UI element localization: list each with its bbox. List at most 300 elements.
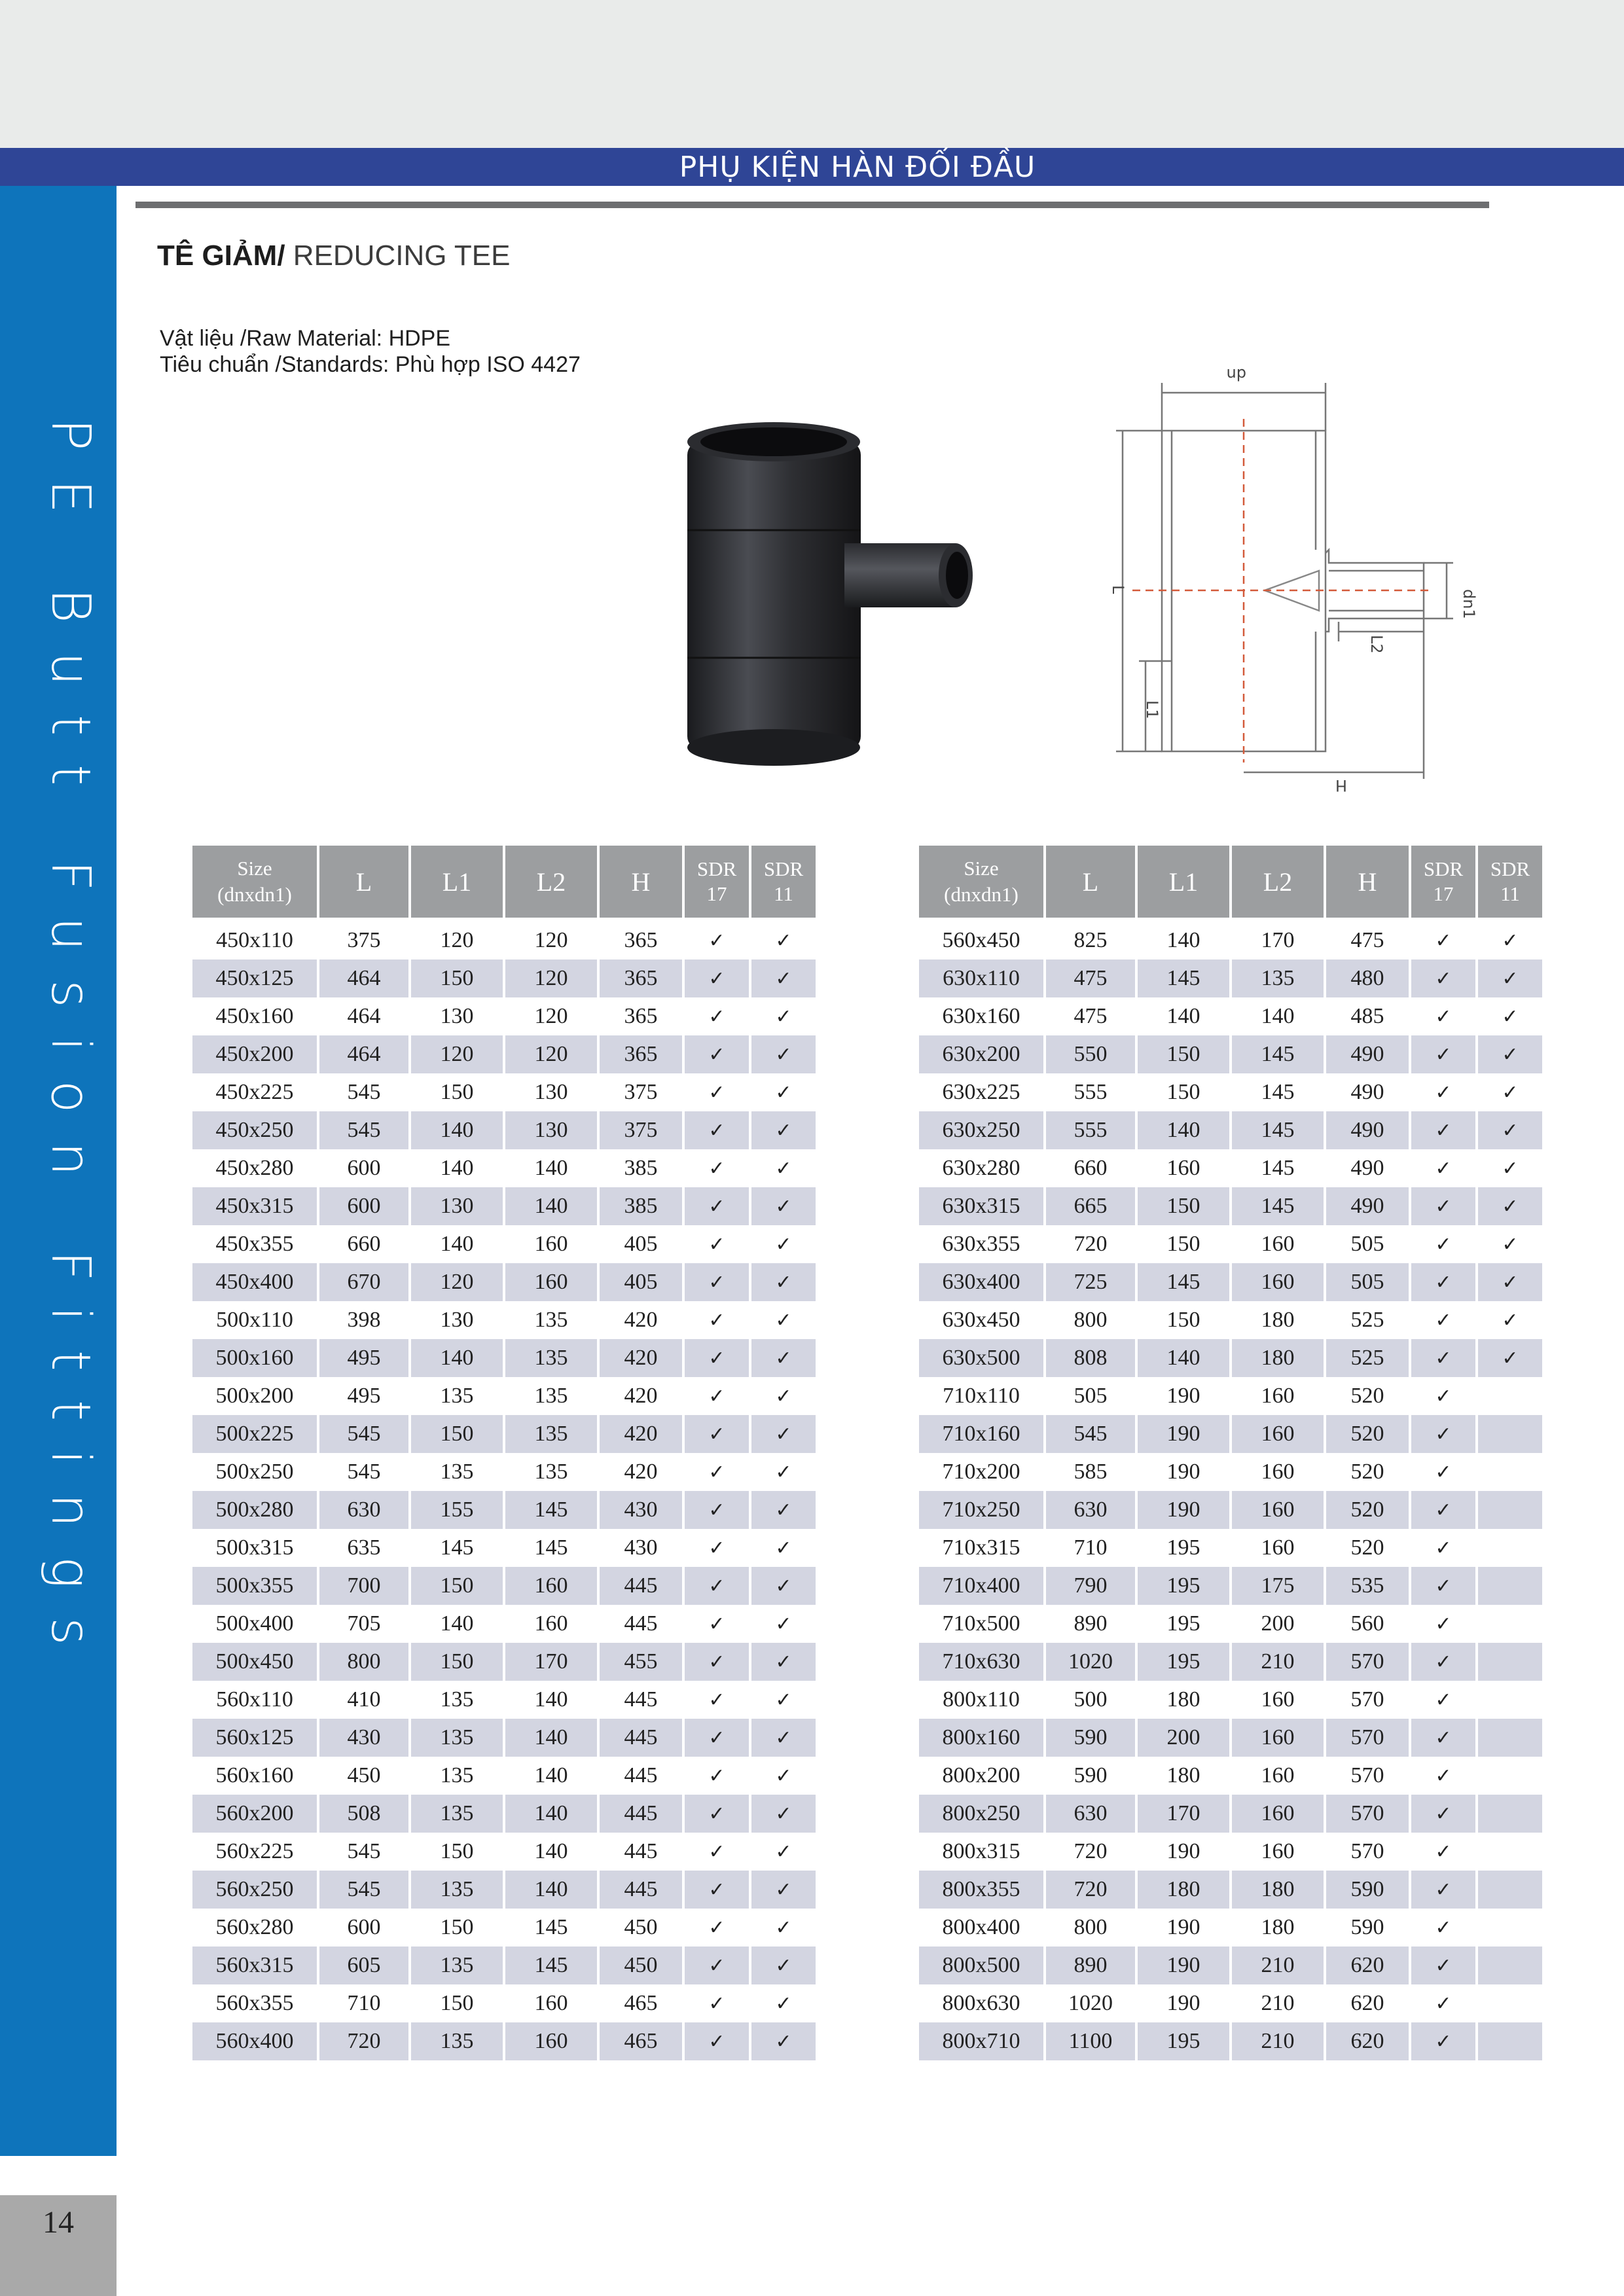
cell-L2: 145: [505, 1946, 597, 1984]
table-row: [192, 1225, 816, 1263]
cell-size: 450x110: [216, 928, 293, 952]
cell-H: 570: [1326, 1719, 1409, 1757]
cell-H: 590: [1326, 1871, 1409, 1909]
cell-L2: 130: [534, 1080, 568, 1104]
cell-sdr11: ✓: [751, 1035, 816, 1073]
table-row: [919, 1757, 1542, 1795]
cell-size: 450x250: [192, 1111, 317, 1149]
cell-sdr11: [1478, 1833, 1542, 1871]
cell-L2: 210: [1232, 2022, 1324, 2060]
cell-size: 800x630: [942, 1991, 1020, 2015]
cell-H: 445: [624, 1687, 658, 1712]
cell-sdr11: [1478, 1719, 1542, 1757]
header-H: H: [1326, 846, 1409, 922]
cell-sdr17: ✓: [1411, 1643, 1475, 1681]
cell-L: 630: [1046, 1491, 1135, 1529]
header-L: L: [319, 846, 408, 922]
cell-L2: 160: [1232, 1795, 1324, 1833]
cell-sdr17: ✓: [1411, 1795, 1475, 1833]
cell-L: 495: [319, 1339, 408, 1377]
cell-size: 560x315: [192, 1946, 317, 1984]
cell-sdr17: ✓: [1411, 1339, 1475, 1377]
cell-sdr11: ✓: [775, 1081, 792, 1104]
cell-sdr17: ✓: [708, 929, 725, 952]
cell-sdr17: ✓: [685, 1415, 749, 1453]
cell-sdr11: [1478, 2022, 1542, 2060]
cell-size: 800x110: [943, 1687, 1020, 1712]
cell-sdr11: ✓: [775, 1688, 792, 1712]
cell-L: 630: [319, 1491, 408, 1529]
cell-sdr17: ✓: [685, 1795, 749, 1833]
cell-H: 475: [1350, 928, 1384, 952]
table-row: [192, 2022, 816, 2060]
cell-size: 450x160: [215, 1004, 294, 1028]
cell-L1: 140: [1166, 1004, 1200, 1028]
cell-sdr17: ✓: [685, 1946, 749, 1984]
cell-sdr17: ✓: [708, 1232, 725, 1256]
table-row: [192, 1035, 816, 1073]
table-row: [919, 1301, 1542, 1339]
cell-sdr17: ✓: [1435, 1157, 1452, 1180]
cell-L1: 190: [1138, 1491, 1229, 1529]
cell-size: 630x200: [919, 1035, 1043, 1073]
cell-H: 570: [1326, 1795, 1409, 1833]
cell-sdr17: ✓: [1411, 1719, 1475, 1757]
cell-L: 890: [1046, 1946, 1135, 1984]
cell-H: 445: [624, 1839, 658, 1863]
header-size: Size (dnxdn1): [192, 846, 317, 922]
header-L1: L1: [1138, 846, 1229, 922]
cell-sdr11: [1478, 1871, 1542, 1909]
cell-H: 445: [624, 1763, 658, 1787]
header-sdr11: SDR 11: [1478, 846, 1542, 922]
cell-H: 570: [1350, 1763, 1384, 1787]
cell-L2: 160: [505, 1263, 597, 1301]
header-sdr17: SDR 17: [1411, 846, 1475, 922]
cell-L2: 140: [1261, 1004, 1295, 1028]
cell-sdr11: ✓: [775, 1384, 792, 1408]
cell-L2: 120: [505, 1035, 597, 1073]
cell-H: 490: [1350, 1080, 1384, 1104]
cell-L2: 140: [505, 1719, 597, 1757]
cell-L: 545: [347, 1460, 381, 1484]
cell-H: 520: [1326, 1491, 1409, 1529]
cell-size: 560x280: [215, 1915, 294, 1939]
cell-L1: 150: [440, 1915, 474, 1939]
cell-H: 505: [1326, 1263, 1409, 1301]
cell-L1: 160: [1166, 1156, 1200, 1180]
cell-L2: 180: [1232, 1871, 1324, 1909]
cell-L: 600: [347, 1915, 381, 1939]
cell-L2: 140: [534, 1839, 568, 1863]
cell-L: 410: [347, 1687, 381, 1712]
cell-L1: 150: [440, 1080, 474, 1104]
cell-H: 430: [600, 1491, 682, 1529]
cell-sdr17: ✓: [708, 1157, 725, 1180]
cell-size: 560x225: [215, 1839, 294, 1863]
header-L1: L1: [411, 846, 503, 922]
cell-sdr17: ✓: [1411, 1567, 1475, 1605]
cell-L2: 160: [534, 1232, 568, 1256]
cell-L: 555: [1046, 1111, 1135, 1149]
header-sdr17: SDR 17: [685, 846, 749, 922]
cell-L: 495: [347, 1384, 381, 1408]
cell-sdr17: ✓: [1411, 2022, 1475, 2060]
cell-size: 710x250: [919, 1491, 1043, 1529]
cell-sdr11: ✓: [751, 1719, 816, 1757]
cell-L: 660: [1074, 1156, 1108, 1180]
cell-sdr17: ✓: [708, 1460, 725, 1484]
cell-size: 500x225: [192, 1415, 317, 1453]
cell-sdr17: ✓: [1435, 1081, 1452, 1104]
cell-H: 490: [1326, 1111, 1409, 1149]
cell-L1: 135: [440, 1687, 474, 1712]
cell-sdr11: ✓: [1502, 1005, 1519, 1028]
table-row: [919, 1643, 1542, 1681]
cell-sdr17: ✓: [1435, 1688, 1452, 1712]
cell-L: 545: [347, 1080, 381, 1104]
dimension-table-left: [190, 846, 818, 2060]
cell-L1: 130: [440, 1308, 474, 1332]
cell-L2: 145: [1232, 1035, 1324, 1073]
cell-sdr11: ✓: [751, 1339, 816, 1377]
cell-size: 450x400: [192, 1263, 317, 1301]
cell-L2: 160: [505, 1567, 597, 1605]
table-row: [919, 1946, 1542, 1984]
cell-L2: 135: [505, 1339, 597, 1377]
cell-size: 630x400: [919, 1263, 1043, 1301]
cell-L1: 150: [1166, 1080, 1200, 1104]
cell-H: 445: [600, 1719, 682, 1757]
cell-L: 555: [1074, 1080, 1108, 1104]
cell-L2: 160: [1261, 1460, 1295, 1484]
cell-L: 710: [347, 1991, 381, 2015]
cell-L: 670: [319, 1263, 408, 1301]
table-row: [192, 1605, 816, 1643]
cell-sdr11: ✓: [751, 1415, 816, 1453]
cell-sdr17: ✓: [1411, 1491, 1475, 1529]
cell-sdr11: ✓: [1502, 929, 1519, 952]
cell-L1: 190: [1166, 1384, 1200, 1408]
table-row: [192, 960, 816, 997]
cell-L: 464: [319, 960, 408, 997]
cell-sdr11: ✓: [751, 1263, 816, 1301]
cell-L1: 150: [1138, 1187, 1229, 1225]
header-size: Size (dnxdn1): [919, 846, 1043, 922]
cell-L2: 145: [1261, 1156, 1295, 1180]
cell-sdr17: ✓: [1411, 960, 1475, 997]
cell-size: 710x160: [919, 1415, 1043, 1453]
cell-sdr11: ✓: [1478, 1111, 1542, 1149]
cell-L1: 180: [1166, 1763, 1200, 1787]
cell-size: 800x710: [919, 2022, 1043, 2060]
cell-L: 635: [347, 1535, 381, 1560]
cell-sdr11: ✓: [775, 929, 792, 952]
cell-sdr17: ✓: [685, 1339, 749, 1377]
cell-L: 790: [1046, 1567, 1135, 1605]
cell-sdr11: [1478, 1757, 1542, 1795]
cell-size: 560x160: [215, 1763, 294, 1787]
cell-L: 464: [319, 1035, 408, 1073]
cell-sdr17: ✓: [708, 1916, 725, 1939]
cell-H: 490: [1350, 1156, 1384, 1180]
cell-L2: 120: [505, 960, 597, 997]
cell-sdr17: ✓: [1411, 1187, 1475, 1225]
cell-sdr17: ✓: [1411, 1111, 1475, 1149]
cell-sdr11: ✓: [751, 960, 816, 997]
cell-L1: 150: [1166, 1232, 1200, 1256]
cell-H: 535: [1326, 1567, 1409, 1605]
cell-H: 430: [624, 1535, 658, 1560]
table-row: [919, 2022, 1542, 2060]
cell-sdr11: [1478, 1795, 1542, 1833]
cell-L2: 180: [1261, 1308, 1295, 1332]
cell-L2: 135: [505, 1415, 597, 1453]
cell-sdr11: ✓: [775, 1992, 792, 2015]
table-row: [919, 1605, 1542, 1643]
cell-sdr11: ✓: [1478, 1263, 1542, 1301]
tee-body: [687, 442, 861, 749]
cell-size: 450x280: [215, 1156, 294, 1180]
cell-H: 490: [1326, 1035, 1409, 1073]
cell-sdr11: ✓: [775, 1840, 792, 1863]
cell-L1: 150: [411, 1643, 503, 1681]
cell-L2: 200: [1261, 1611, 1295, 1636]
cell-L: 800: [1074, 1308, 1108, 1332]
cell-L1: 190: [1166, 1839, 1200, 1863]
cell-sdr11: [1478, 1984, 1542, 2022]
cell-size: 800x250: [919, 1795, 1043, 1833]
cell-L2: 160: [534, 1991, 568, 2015]
cell-H: 465: [600, 2022, 682, 2060]
top-margin: [0, 0, 1624, 148]
table-row: [919, 960, 1542, 997]
cell-sdr17: ✓: [685, 1035, 749, 1073]
sidebar-label: [0, 186, 117, 2156]
cell-L2: 180: [1261, 1915, 1295, 1939]
cell-L: 464: [347, 1004, 381, 1028]
cell-L: 545: [347, 1839, 381, 1863]
technical-drawing: [1093, 353, 1499, 798]
cell-H: 450: [624, 1915, 658, 1939]
cell-L: 430: [319, 1719, 408, 1757]
cell-H: 570: [1326, 1643, 1409, 1681]
cell-sdr11: ✓: [775, 1460, 792, 1484]
cell-L: 605: [319, 1946, 408, 1984]
cell-L: 800: [319, 1643, 408, 1681]
cell-sdr17: ✓: [1411, 1263, 1475, 1301]
product-photo: [681, 412, 1001, 779]
cell-L1: 135: [440, 1763, 474, 1787]
cell-L1: 135: [411, 1719, 503, 1757]
table-row: [192, 997, 816, 1035]
drawing-label-dn: dn: [1226, 365, 1246, 384]
cell-H: 455: [600, 1643, 682, 1681]
cell-L1: 135: [440, 1384, 474, 1408]
cell-L: 600: [319, 1187, 408, 1225]
cell-size: 630x450: [942, 1308, 1020, 1332]
cell-size: 560x450: [942, 928, 1020, 952]
cell-L1: 120: [411, 1263, 503, 1301]
cell-L2: 140: [534, 1687, 568, 1712]
cell-size: 630x225: [942, 1080, 1020, 1104]
cell-size: 450x225: [215, 1080, 294, 1104]
cell-L1: 140: [411, 1339, 503, 1377]
cell-H: 375: [624, 1080, 658, 1104]
cell-L: 398: [347, 1308, 381, 1332]
cell-L: 375: [347, 928, 381, 952]
cell-sdr17: ✓: [685, 1111, 749, 1149]
cell-sdr17: ✓: [708, 1308, 725, 1332]
table-row: [919, 1263, 1542, 1301]
table-header-row: [919, 846, 1542, 922]
cell-L2: 160: [505, 2022, 597, 2060]
table-row: [192, 1681, 816, 1719]
cell-L1: 150: [1138, 1035, 1229, 1073]
cell-L2: 145: [534, 1915, 568, 1939]
cell-size: 630x280: [942, 1156, 1020, 1180]
cell-H: 365: [600, 960, 682, 997]
cell-L: 720: [1074, 1232, 1108, 1256]
tee-branch-opening: [946, 552, 968, 599]
cell-sdr17: ✓: [685, 1187, 749, 1225]
cell-H: 405: [600, 1263, 682, 1301]
cell-sdr11: ✓: [1478, 960, 1542, 997]
cell-size: 560x200: [192, 1795, 317, 1833]
cell-H: 445: [600, 1871, 682, 1909]
cell-size: 710x200: [942, 1460, 1020, 1484]
cell-sdr17: ✓: [1435, 1764, 1452, 1787]
cell-H: 365: [624, 928, 658, 952]
cell-L2: 145: [505, 1491, 597, 1529]
cell-L1: 145: [1138, 960, 1229, 997]
cell-L: 475: [1074, 1004, 1108, 1028]
table-row: [919, 1225, 1542, 1263]
cell-L2: 170: [1261, 928, 1295, 952]
table-row: [919, 1339, 1542, 1377]
cell-L2: 160: [1261, 1839, 1295, 1863]
cell-size: 560x125: [192, 1719, 317, 1757]
table-row: [919, 1681, 1542, 1719]
cell-sdr17: ✓: [708, 1536, 725, 1560]
cell-sdr17: ✓: [708, 1840, 725, 1863]
table-row: [192, 922, 816, 960]
cell-sdr17: ✓: [1435, 1460, 1452, 1484]
cell-sdr17: ✓: [708, 1384, 725, 1408]
cell-size: 500x160: [192, 1339, 317, 1377]
page-number: 14: [43, 2205, 74, 2240]
cell-H: 505: [1350, 1232, 1384, 1256]
cell-size: 500x250: [215, 1460, 294, 1484]
cell-H: 450: [600, 1946, 682, 1984]
cell-H: 445: [600, 1567, 682, 1605]
cell-sdr11: [1478, 1453, 1542, 1491]
cell-L1: 150: [411, 1415, 503, 1453]
cell-L1: 190: [1166, 1915, 1200, 1939]
cell-sdr17: ✓: [1411, 1871, 1475, 1909]
cell-L2: 140: [505, 1871, 597, 1909]
cell-size: 630x500: [919, 1339, 1043, 1377]
cell-sdr17: ✓: [1435, 1916, 1452, 1939]
cell-sdr11: ✓: [775, 1536, 792, 1560]
cell-size: 710x630: [919, 1643, 1043, 1681]
cell-L2: 160: [1232, 1415, 1324, 1453]
cell-H: 590: [1350, 1915, 1384, 1939]
cell-L: 450: [347, 1763, 381, 1787]
cell-L1: 170: [1138, 1795, 1229, 1833]
table-row: [919, 1187, 1542, 1225]
cell-L2: 160: [1261, 1384, 1295, 1408]
cell-size: 710x315: [942, 1535, 1020, 1560]
cell-H: 620: [1326, 1946, 1409, 1984]
cell-L1: 135: [440, 1460, 474, 1484]
product-title-vi: TÊ GIẢM/: [157, 240, 285, 272]
cell-L: 800: [1074, 1915, 1108, 1939]
table-row: [192, 1149, 816, 1187]
cell-L2: 160: [534, 1611, 568, 1636]
cell-L1: 135: [411, 1946, 503, 1984]
cell-L1: 140: [440, 1232, 474, 1256]
cell-sdr11: ✓: [775, 1157, 792, 1180]
cell-sdr11: ✓: [1478, 1187, 1542, 1225]
cell-L2: 170: [505, 1643, 597, 1681]
cell-L: 630: [1046, 1795, 1135, 1833]
cell-H: 445: [600, 1795, 682, 1833]
table-row: [919, 1984, 1542, 2022]
cell-size: 500x315: [215, 1535, 294, 1560]
cell-sdr17: ✓: [708, 1081, 725, 1104]
cell-L1: 180: [1138, 1871, 1229, 1909]
cell-L1: 190: [1166, 1460, 1200, 1484]
header-H: H: [600, 846, 682, 922]
header-L2: L2: [505, 846, 597, 922]
table-row: [919, 1111, 1542, 1149]
product-title-en: REDUCING TEE: [285, 240, 511, 272]
cell-L1: 150: [440, 1839, 474, 1863]
cell-H: 420: [600, 1415, 682, 1453]
cell-L2: 135: [534, 1384, 568, 1408]
table-row: [919, 1073, 1542, 1111]
cell-L2: 145: [1261, 1080, 1295, 1104]
cell-H: 465: [624, 1991, 658, 2015]
cell-sdr17: ✓: [708, 1005, 725, 1028]
drawing-label-L1: L1: [1143, 700, 1161, 719]
cell-L2: 140: [505, 1187, 597, 1225]
cell-L: 550: [1046, 1035, 1135, 1073]
cell-sdr11: [1478, 1491, 1542, 1529]
table-row: [192, 1719, 816, 1757]
table-row: [192, 1833, 816, 1871]
cell-L1: 195: [1138, 1643, 1229, 1681]
cell-sdr11: [1478, 1946, 1542, 1984]
cell-L: 1020: [1046, 1643, 1135, 1681]
cell-H: 525: [1326, 1339, 1409, 1377]
cell-sdr11: [1478, 1567, 1542, 1605]
cell-L: 508: [319, 1795, 408, 1833]
cell-L1: 155: [411, 1491, 503, 1529]
cell-sdr17: ✓: [708, 1992, 725, 2015]
cell-L1: 135: [411, 1871, 503, 1909]
cell-sdr17: ✓: [1411, 1946, 1475, 1984]
table-row: [192, 1567, 816, 1605]
cell-L: 545: [319, 1871, 408, 1909]
cell-H: 405: [624, 1232, 658, 1256]
cell-size: 500x200: [215, 1384, 294, 1408]
cell-sdr17: ✓: [1435, 1536, 1452, 1560]
cell-L2: 145: [534, 1535, 568, 1560]
cell-L1: 150: [1166, 1308, 1200, 1332]
cell-size: 450x315: [192, 1187, 317, 1225]
